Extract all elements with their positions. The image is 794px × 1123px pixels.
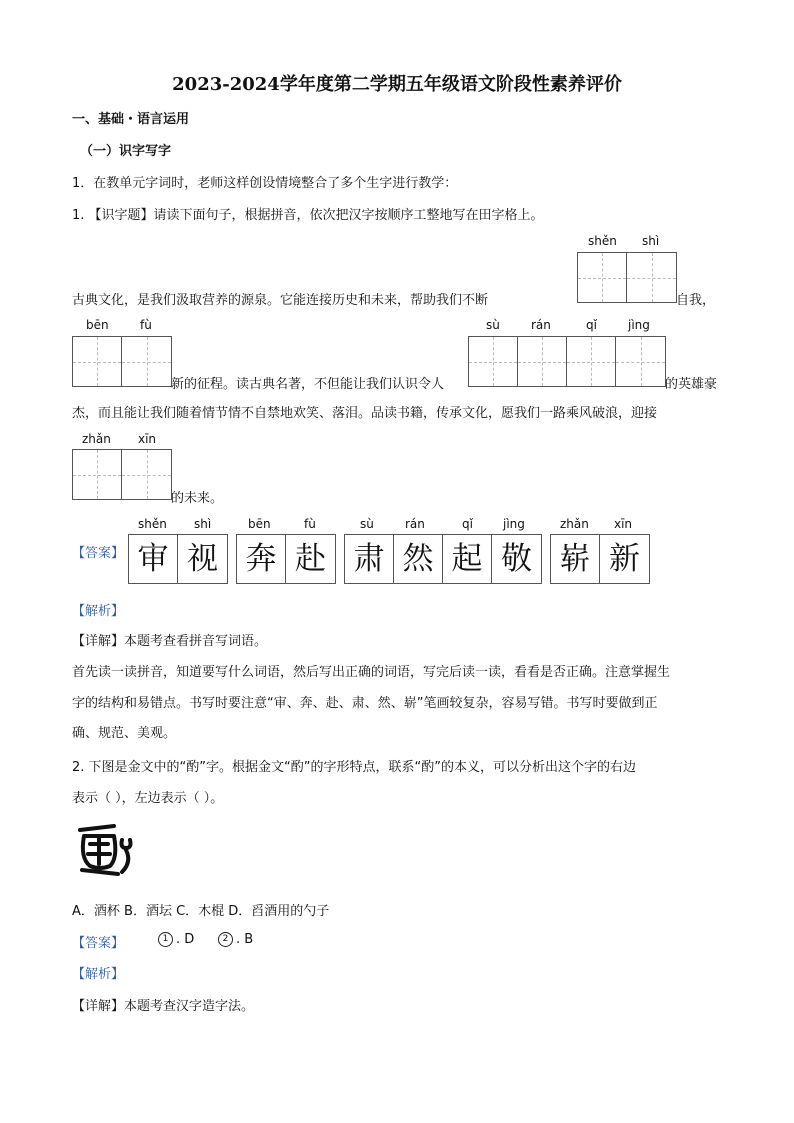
pinyin: sù (486, 318, 500, 332)
pinyin: shěn (588, 234, 617, 248)
tianzige-cell[interactable] (122, 337, 171, 386)
tianzige-grid[interactable] (72, 336, 172, 387)
tianzige-grid[interactable] (468, 336, 666, 387)
tianzige-cell[interactable] (73, 337, 122, 386)
answer-char: 肃 (345, 535, 394, 583)
answer-grid (344, 534, 542, 584)
tianzige-cell[interactable] (616, 337, 665, 386)
tianzige-cell[interactable] (122, 450, 171, 499)
explanation-line: 首先读一读拼音，知道要写什么词语，然后写出正确的词语，写完后读一读，看看是否正确。注意掌握生 (72, 665, 671, 680)
answer-label: 【答案】 (72, 546, 125, 561)
pinyin: shěn (138, 517, 167, 531)
section-heading: 一、基础・语言运用 (72, 112, 190, 127)
bronze-script-zhuo-image (74, 818, 138, 880)
tianzige-cell[interactable] (518, 337, 567, 386)
question1-prompt: 1. 【识字题】请读下面句子，根据拼音，依次把汉字按顺序工整地写在田字格上。 (72, 208, 544, 223)
tianzige-cell[interactable] (469, 337, 518, 386)
pinyin: rán (531, 318, 551, 332)
detail-text: 【详解】本题考查看拼音写词语。 (72, 634, 268, 649)
answer-grid (128, 534, 228, 584)
answer-char: 起 (443, 535, 492, 583)
question2-text: 表示（ ），左边表示（ ）。 (72, 791, 224, 806)
tianzige-cell[interactable] (578, 253, 627, 302)
pinyin: bēn (248, 517, 271, 531)
tianzige-cell[interactable] (627, 253, 676, 302)
passage-text: 的未来。 (171, 491, 224, 506)
pinyin: jìng (503, 517, 525, 531)
explanation-line: 字的结构和易错点。书写时要注意“审、奔、赴、肃、然、崭”笔画较复杂，容易写错。书写时要做到正 (72, 696, 658, 711)
pinyin: qǐ (462, 517, 473, 531)
answer-grid (236, 534, 336, 584)
answer-char: 崭 (551, 535, 600, 583)
analysis2-label: 【解析】 (72, 967, 125, 982)
pinyin: qǐ (586, 318, 597, 332)
answer-char: 赴 (295, 540, 326, 577)
passage-text: 新的征程。读古典名著，不但能让我们认识令人 (171, 377, 445, 392)
pinyin: jìng (628, 318, 650, 332)
pinyin: fù (140, 318, 152, 332)
answer-options: A．酒杯 B．酒坛 C．木棍 D．舀酒用的勺子 (72, 904, 330, 919)
page-title: 2023-2024学年度第二学期五年级语文阶段性素养评价 (172, 74, 622, 95)
explanation-line: 确、规范、美观。 (72, 726, 177, 741)
circled-number: 1 (158, 932, 173, 947)
answer-char: 视 (187, 540, 218, 577)
pinyin: zhǎn (560, 517, 589, 531)
pinyin: zhǎn (82, 432, 111, 446)
detail2-text: 【详解】本题考查汉字造字法。 (72, 999, 255, 1014)
question-intro: 1．在教单元字词时，老师这样创设情境整合了多个生字进行教学： (72, 176, 458, 191)
pinyin: shì (194, 517, 212, 531)
passage-text: 的英雄豪 (665, 377, 718, 392)
passage-text: 自我， (676, 293, 716, 308)
answer2-label: 【答案】 (72, 936, 125, 951)
pinyin: fù (304, 517, 316, 531)
passage-text: 杰，而且能让我们随着情节情不自禁地欢笑、落泪。品读书籍，传承文化，愿我们一路乘风破浪，迎接 (72, 406, 658, 421)
pinyin: rán (405, 517, 425, 531)
tianzige-grid[interactable] (72, 449, 172, 500)
answer-grid (550, 534, 650, 584)
question2-text: 2. 下图是金文中的“酌”字。根据金文“酌”的字形特点，联系“酌”的本义，可以分析出这个字的右边 (72, 760, 636, 775)
subsection-heading: （一）识字写字 (80, 144, 172, 159)
answer-char: 新 (609, 540, 640, 577)
passage-text: 古典文化，是我们汲取营养的源泉。它能连接历史和未来，帮助我们不断 (72, 293, 489, 308)
tianzige-cell[interactable] (567, 337, 616, 386)
answer-char: 敬 (501, 540, 532, 577)
answer-char: 然 (394, 535, 443, 583)
pinyin: sù (360, 517, 374, 531)
pinyin: shì (642, 234, 660, 248)
answer2-item: 1 . D (158, 932, 194, 947)
pinyin: xīn (138, 432, 157, 446)
answer2-item: 2 . B (218, 932, 253, 947)
pinyin: xīn (614, 517, 633, 531)
circled-number: 2 (218, 932, 233, 947)
tianzige-grid[interactable] (577, 252, 677, 303)
answer-char: 审 (129, 535, 178, 583)
analysis-label: 【解析】 (72, 604, 125, 619)
answer-char: 奔 (237, 535, 286, 583)
tianzige-cell[interactable] (73, 450, 122, 499)
pinyin: bēn (86, 318, 109, 332)
